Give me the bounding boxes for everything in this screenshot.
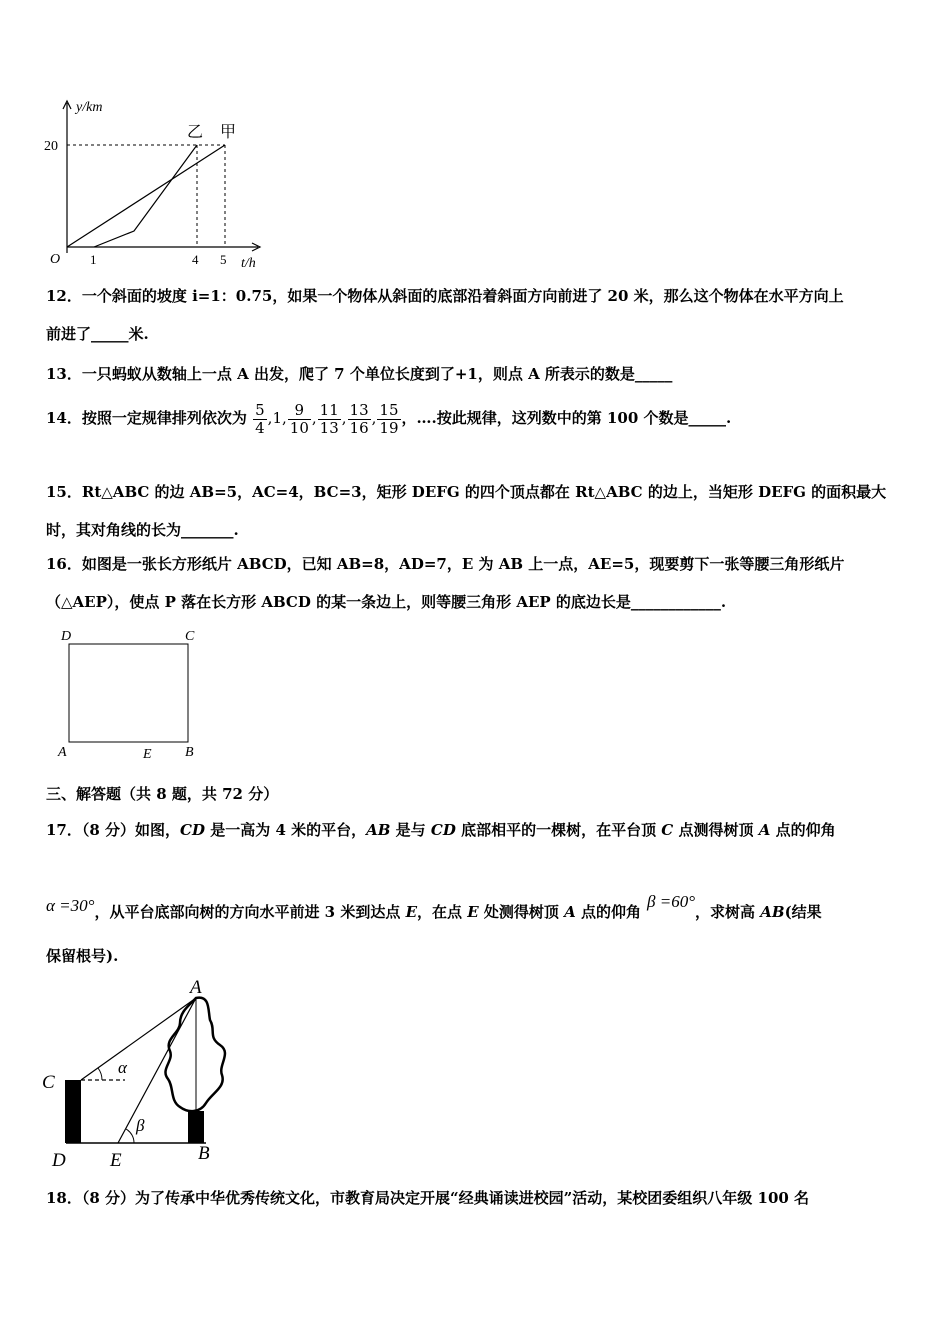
q14-one: 1 bbox=[272, 409, 282, 427]
q15-line2: 时，其对角线的长为_______. bbox=[46, 521, 239, 539]
q14-prefix: 14．按照一定规律排列依次为 bbox=[46, 409, 247, 427]
line-CA bbox=[81, 998, 196, 1080]
y-tick-20: 20 bbox=[44, 139, 58, 154]
beta-60: β =60° bbox=[647, 892, 695, 911]
label-A: A bbox=[190, 977, 202, 998]
distance-time-graph bbox=[40, 95, 270, 275]
q16-line2: （△AEP），使点 P 落在长方形 ABCD 的某一条边上，则等腰三角形 AEP 的底边长是____________. bbox=[46, 593, 727, 611]
platform-cd bbox=[65, 1080, 81, 1143]
q14-suffix: ，….按此规律，这列数中的第 100 个数是_____. bbox=[401, 409, 732, 427]
label-alpha: α bbox=[118, 1058, 127, 1077]
angle-beta-arc bbox=[126, 1129, 134, 1143]
fraction-11-13: $\frac{11}{13}$ bbox=[319, 400, 339, 437]
rectangle-abcd-figure bbox=[55, 622, 215, 767]
label-E: E bbox=[110, 1150, 122, 1171]
x-tick-5: 5 bbox=[220, 252, 227, 267]
angle-alpha-arc bbox=[98, 1068, 102, 1080]
q16-line1: 16．如图是一张长方形纸片 ABCD，已知 AB=8，AD=7，E 为 AB 上一点，AE=5，现要剪下一张等腰三角形纸片 bbox=[46, 555, 845, 573]
q18-line1: 18．（8 分）为了传承中华优秀传统文化，市教育局决定开展“经典诵读进校园”活动，某校团委组织八年级 100 名 bbox=[46, 1189, 810, 1207]
label-beta: β bbox=[136, 1116, 145, 1135]
fraction-9-10: $\frac{9}{10}$ bbox=[289, 400, 309, 437]
label-yi: 乙 bbox=[187, 124, 204, 141]
x-axis-label: t/h bbox=[241, 256, 256, 271]
alpha-30: α =30° bbox=[46, 896, 95, 915]
q12-line1: 12．一个斜面的坡度 i=1：0.75，如果一个物体从斜面的底部沿着斜面方向前进了 20 米，那么这个物体在水平方向上 bbox=[46, 287, 844, 305]
q15-line1: 15．Rt△ABC 的边 AB=5，AC=4，BC=3，矩形 DEFG 的四个顶点都在 Rt△ABC 的边上，当矩形 DEFG 的面积最大 bbox=[46, 483, 887, 501]
q12-line2: 前进了_____米. bbox=[46, 325, 149, 343]
x-tick-4: 4 bbox=[192, 252, 199, 267]
q14-line: 14．按照一定规律排列依次为 $\frac{5}{4}$ ,1, $\frac{9}{10}$ , $\frac{11}{13}$ , $\frac{13}{16}$ , $\frac{15}{19}$ ，….按此规律，这列数中的第 100 个数是_____. bbox=[46, 400, 732, 437]
section3-title: 三、解答题（共 8 题，共 72 分） bbox=[46, 785, 279, 803]
label-B: B bbox=[185, 745, 194, 760]
label-A: A bbox=[58, 745, 67, 760]
q17-line1: 17．（8 分）如图，CD 是一高为 4 米的平台，AB 是与 CD 底部相平的一棵树，在平台顶 C 点测得树顶 A 点的仰角 bbox=[46, 821, 836, 839]
fraction-13-16: $\frac{13}{16}$ bbox=[349, 400, 369, 437]
label-E: E bbox=[143, 747, 152, 762]
label-C: C bbox=[42, 1072, 55, 1093]
label-D: D bbox=[61, 629, 72, 644]
rectangle-abcd bbox=[69, 644, 188, 742]
y-axis-label: y/km bbox=[76, 100, 103, 115]
label-D: D bbox=[52, 1150, 66, 1171]
line-EA bbox=[118, 998, 196, 1143]
q17-line3: 保留根号). bbox=[46, 947, 119, 965]
x-tick-1: 1 bbox=[90, 252, 97, 267]
tree-platform-figure bbox=[40, 975, 240, 1175]
fraction-5-4: $\frac{5}{4}$ bbox=[255, 400, 265, 437]
tree-crown bbox=[165, 998, 224, 1111]
q13-line1: 13．一只蚂蚁从数轴上一点 A 出发，爬了 7 个单位长度到了+1，则点 A 所表示的数是_____ bbox=[46, 365, 673, 383]
label-C: C bbox=[185, 629, 195, 644]
origin-label: O bbox=[50, 252, 61, 267]
label-jia: 甲 bbox=[220, 124, 237, 141]
q17-line2: α =30°，从平台底部向树的方向水平前进 3 米到达点 E，在点 E 处测得树顶 A 点的仰角β =60°，求树高 AB(结果 bbox=[46, 892, 822, 921]
line-jia bbox=[67, 145, 225, 247]
fraction-15-19: $\frac{15}{19}$ bbox=[379, 400, 399, 437]
label-B: B bbox=[198, 1143, 210, 1164]
